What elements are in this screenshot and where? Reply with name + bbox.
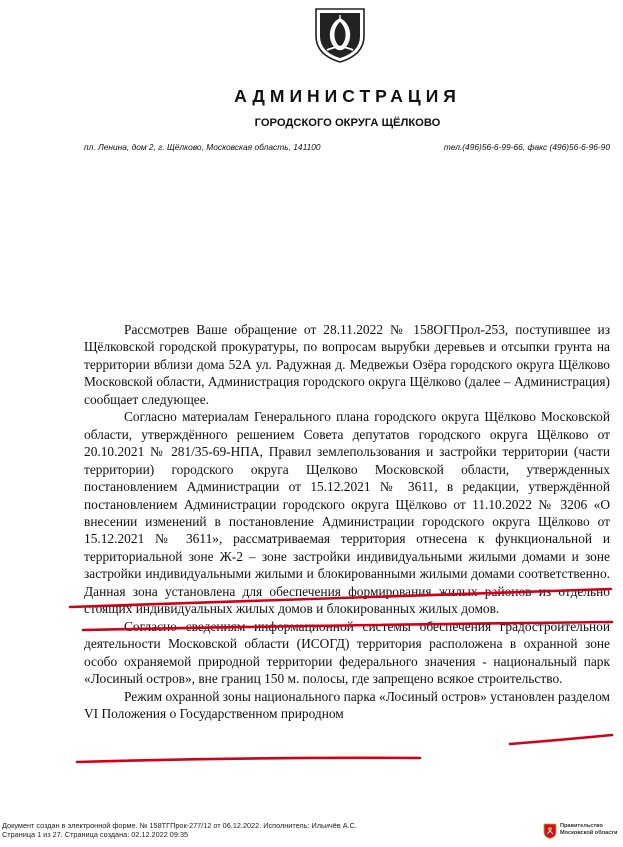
- org-subtitle: ГОРОДСКОГО ОКРУГА ЩЁЛКОВО: [254, 117, 441, 129]
- document-footer: [2, 822, 502, 839]
- shchyolkovo-emblem-icon: [313, 6, 367, 64]
- red-underline-mark: [510, 735, 612, 744]
- paragraph: Режим охранной зоны национального парка «Лосиный остров» установлен разделом VI Положения о Государственном природном: [84, 688, 610, 721]
- gov-label: Правительство Московской области: [560, 823, 618, 836]
- org-title: АДМИНИСТРАЦИЯ: [234, 86, 461, 106]
- footer-line: Документ создан в электронной форме. № 158ТГПрок-277/12 от 06.12.2022. Исполнитель: Ильичёв А.С.: [2, 821, 357, 830]
- moscow-oblast-crest-icon: [543, 823, 557, 839]
- address: пл. Ленина, дом 2, г. Щёлково, Московская область, 141100: [84, 142, 321, 152]
- letter-body: [84, 321, 610, 722]
- paragraph: Рассмотрев Ваше обращение от 28.11.2022 № 158ОГПрол-253, поступившее из Щёлковской городской прокуратуры, по вопросам вырубки деревьев и отсыпки грунта на территории вблизи дома 52А ул. Радужная д. Медвежьи Озёра городского округа Щёлково Московской области, Администрация городского округа Щёлково (далее – Администрация) сообщает следующее.: [84, 322, 610, 407]
- contact-line: [84, 142, 610, 154]
- phone-fax: тел.(496)56-6-99-66, факс (496)56-6-96-90: [443, 142, 610, 152]
- red-underline-mark: [77, 758, 420, 762]
- paragraph: Согласно сведениям информационной системы обеспечения градостроительной деятельности Московской области (ИСОГД) территория расположена в охранной зоне особо охраняемой природной территории федерального значения - национальный парк «Лосиный остров», вне границ 150 м. полосы, где запрещено всякое строительство.: [84, 618, 610, 687]
- footer-line: Страница 1 из 27. Страница создана: 02.12.2022 09:35: [2, 829, 189, 839]
- paragraph: Согласно материалам Генерального плана городского округа Щёлково Московской области, утверждённого решением Совета депутатов городского округа Щёлково от 20.10.2021 № 281/35-69-НПА, Правил землепользования и застройки территории (части территории) городского округа Щелково Московской области, утвержденных постановлением Администрации от 15.12.2021 № 3611, в редакции, утверждённой постановлением Администрации городского округа Щёлково от 11.10.2022 № 3206 «О внесении изменений в постановление Администрации городского округа Щёлково от 15.12.2021 № 3611», рассматриваемая территория отнесена к функциональной и территориальной зоне Ж-2 – зоне застройки индивидуальными жилыми домами и зоне застройки индивидуальными жилыми и блокированными жилыми домами соответственно. Данная зона установлена для обеспечения формирования жилых районов из отдельно стоящих индивидуальных жилых домов и блокированных жилых домов.: [84, 409, 610, 617]
- gov-logo: [543, 822, 623, 842]
